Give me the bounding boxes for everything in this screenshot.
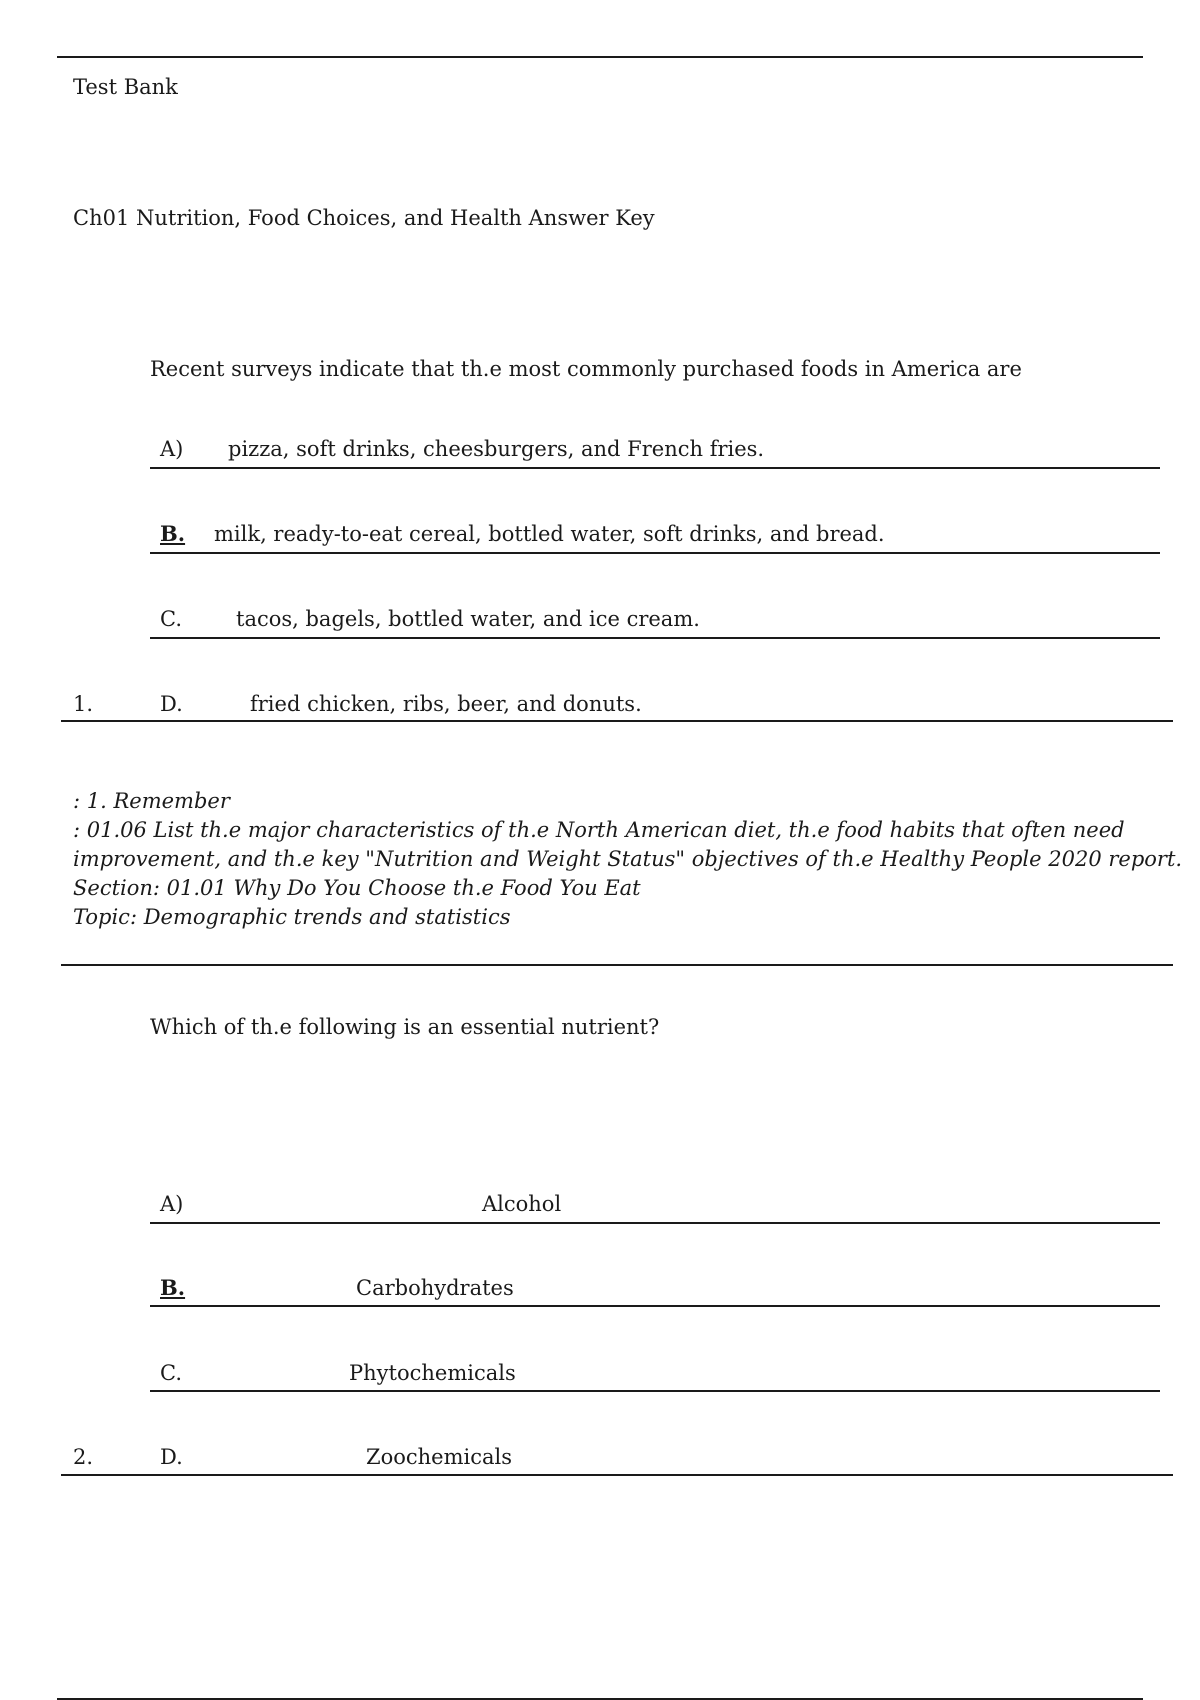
option-rule: [150, 1305, 1160, 1307]
option-text: Phytochemicals: [349, 1361, 516, 1385]
chapter-title: Ch01 Nutrition, Food Choices, and Health Answer Key: [73, 206, 655, 230]
option-rule: [150, 637, 1160, 639]
option-rule: [61, 1474, 1173, 1476]
top-rule: [57, 56, 1143, 58]
correct-option-letter: B.: [160, 521, 186, 546]
option-rule: [150, 1222, 1160, 1224]
option-text: tacos, bagels, bottled water, and ice cream.: [236, 607, 700, 631]
option-letter: A): [160, 1192, 184, 1216]
option-text: Carbohydrates: [356, 1276, 514, 1300]
option-rule: [150, 1390, 1160, 1392]
option-letter: C.: [160, 607, 182, 631]
header-title: Test Bank: [73, 75, 178, 99]
difficulty-label: : 1. Remember: [73, 789, 230, 813]
option-text: Alcohol: [482, 1192, 562, 1216]
question-separator: [61, 964, 1173, 966]
option-letter: D.: [160, 1445, 183, 1469]
option-rule: [150, 552, 1160, 554]
question-number: 2.: [73, 1445, 94, 1469]
question-metadata: [73, 787, 1183, 932]
question-stem: Recent surveys indicate that th.e most commonly purchased foods in America are: [150, 357, 1022, 381]
option-letter: A): [160, 437, 184, 461]
objective-label-continued: improvement, and th.e key "Nutrition and Weight Status" objectives of th.e Healthy People 2020 report.: [73, 847, 1183, 871]
option-letter: C.: [160, 1361, 182, 1385]
question-stem: Which of th.e following is an essential nutrient?: [150, 1015, 660, 1039]
option-text: Zoochemicals: [366, 1445, 512, 1469]
correct-option-letter: B.: [160, 1275, 186, 1300]
topic-label: Topic: Demographic trends and statistics: [73, 905, 511, 929]
option-letter: D.: [160, 692, 183, 716]
option-text: fried chicken, ribs, beer, and donuts.: [250, 692, 642, 716]
option-rule: [61, 720, 1173, 722]
question-number: 1.: [73, 692, 94, 716]
section-label: Section: 01.01 Why Do You Choose th.e Food You Eat: [73, 876, 641, 900]
objective-label: : 01.06 List th.e major characteristics of th.e North American diet, th.e food habits that often need: [73, 818, 1125, 842]
option-rule: [150, 467, 1160, 469]
option-text: pizza, soft drinks, cheesburgers, and French fries.: [228, 437, 765, 461]
option-text: milk, ready-to-eat cereal, bottled water, soft drinks, and bread.: [214, 522, 885, 546]
